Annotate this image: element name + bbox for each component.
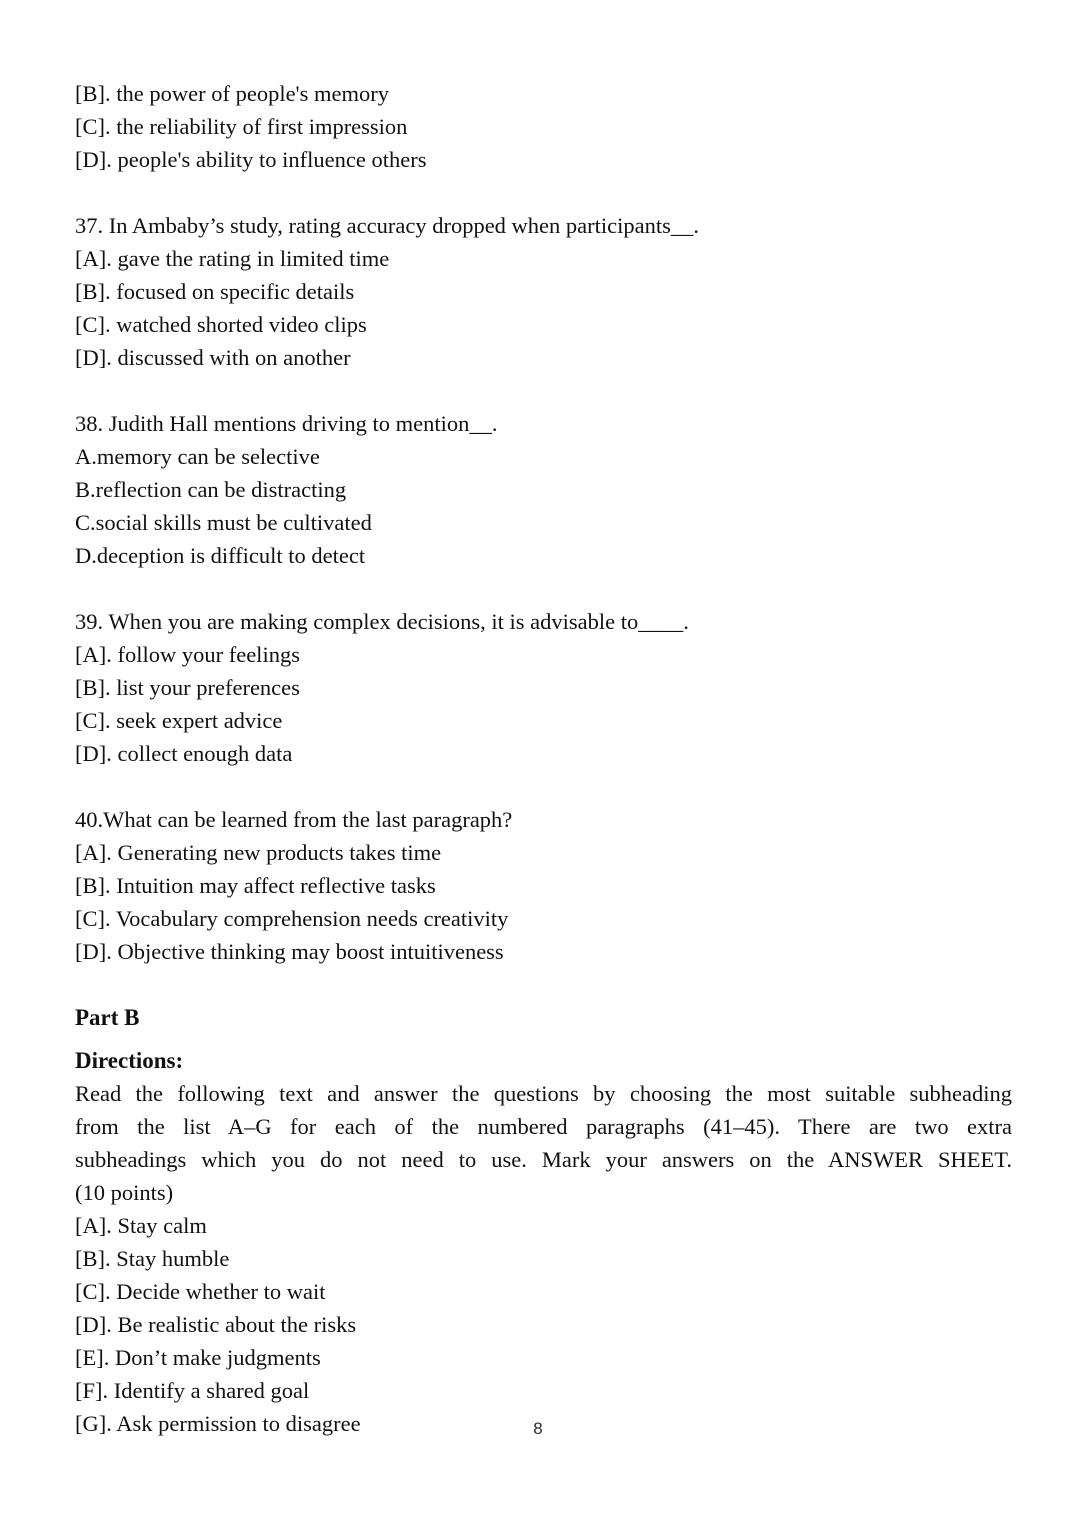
subheading-d: [D]. Be realistic about the risks <box>75 1312 357 1337</box>
question-39 <box>75 605 1012 770</box>
directions-line-4: (10 points) <box>75 1180 174 1205</box>
option-line-37-a: [A]. gave the rating in limited time <box>75 246 390 271</box>
option-line-40-c: [C]. Vocabulary comprehension needs creativity <box>75 906 509 931</box>
subheading-f: [F]. Identify a shared goal <box>75 1378 310 1403</box>
page-number: 8 <box>533 1419 543 1438</box>
option-line-40-a: [A]. Generating new products takes time <box>75 840 442 865</box>
question-40-stem: 40.What can be learned from the last paragraph? <box>75 807 513 832</box>
question-38 <box>75 407 1012 572</box>
option-line-36-c: [C]. the reliability of first impression <box>75 114 408 139</box>
question-37-stem: 37. In Ambaby’s study, rating accuracy dropped when participants__. <box>75 213 700 238</box>
option-line-38-c: C.social skills must be cultivated <box>75 510 372 535</box>
option-line-39-c: [C]. seek expert advice <box>75 708 283 733</box>
directions-label: Directions: <box>75 1048 184 1073</box>
question-40 <box>75 803 1012 968</box>
part-b-heading: Part B <box>75 1005 140 1030</box>
option-line-36-b: [B]. the power of people's memory <box>75 81 389 106</box>
option-line-39-a: [A]. follow your feelings <box>75 642 300 667</box>
part-b-section <box>75 1001 1012 1440</box>
option-line-37-c: [C]. watched shorted video clips <box>75 312 367 337</box>
subheading-a: [A]. Stay calm <box>75 1213 207 1238</box>
subheading-e: [E]. Don’t make judgments <box>75 1345 321 1370</box>
option-line-37-d: [D]. discussed with on another <box>75 345 351 370</box>
option-line-38-b: B.reflection can be distracting <box>75 477 347 502</box>
option-line-40-b: [B]. Intuition may affect reflective tasks <box>75 873 436 898</box>
option-line-38-d: D.deception is difficult to detect <box>75 543 366 568</box>
subheading-g: [G]. Ask permission to disagree <box>75 1411 361 1436</box>
question-38-stem: 38. Judith Hall mentions driving to mention__. <box>75 411 498 436</box>
directions-line-2: from the list A–G for each of the numbered paragraphs (41–45). There are two extra <box>75 1114 1012 1139</box>
question-36-options <box>75 77 1012 176</box>
directions-line-1: Read the following text and answer the questions by choosing the most suitable subheading <box>75 1081 1012 1106</box>
question-37 <box>75 209 1012 374</box>
option-line-39-b: [B]. list your preferences <box>75 675 300 700</box>
option-line-37-b: [B]. focused on specific details <box>75 279 355 304</box>
option-line-40-d: [D]. Objective thinking may boost intuitiveness <box>75 939 504 964</box>
directions-line-3: subheadings which you do not need to use. Mark your answers on the ANSWER SHEET. <box>75 1147 1012 1172</box>
option-line-39-d: [D]. collect enough data <box>75 741 293 766</box>
subheading-b: [B]. Stay humble <box>75 1246 230 1271</box>
subheading-c: [C]. Decide whether to wait <box>75 1279 326 1304</box>
question-39-stem: 39. When you are making complex decisions, it is advisable to____. <box>75 609 689 634</box>
option-line-38-a: A.memory can be selective <box>75 444 320 469</box>
option-line-36-d: [D]. people's ability to influence others <box>75 147 427 172</box>
